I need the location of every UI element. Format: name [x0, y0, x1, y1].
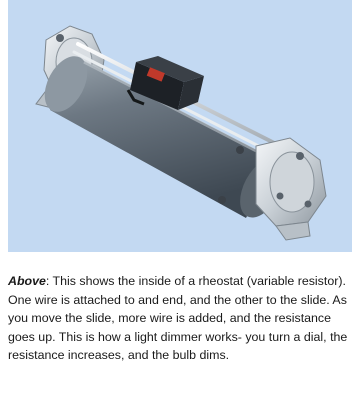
rheostat-image: [8, 0, 352, 252]
caption-lead: Above: [8, 274, 46, 288]
rheostat-figure: [8, 0, 352, 252]
figure-caption: [8, 272, 354, 365]
caption-text: : This shows the inside of a rheostat (variable resistor). One wire is attached to and end, and the other to the slide. As you move the slide, more wire is added, and the resistance goes up. This is how a light dimmer works- you turn a dial, the resistance increases, and the bulb dims.: [8, 274, 348, 362]
